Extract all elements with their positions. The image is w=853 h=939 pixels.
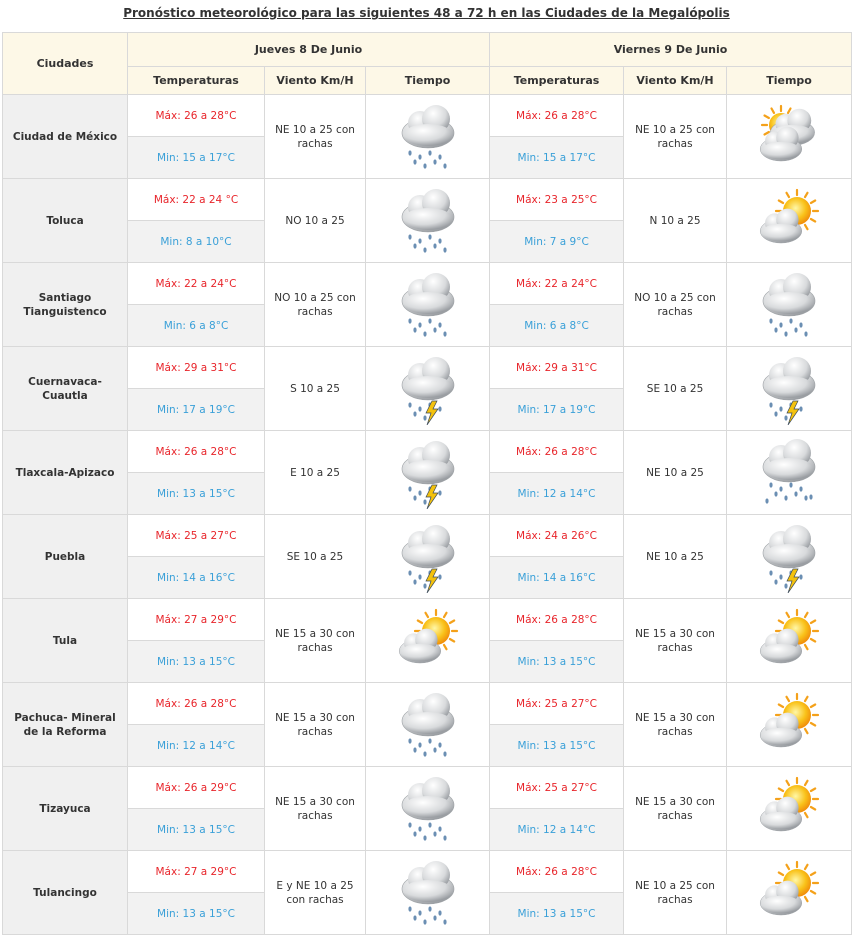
rain-cloud-icon [366, 269, 489, 341]
city-name: Toluca [3, 179, 128, 263]
min-temp: Min: 17 a 19°C [128, 389, 265, 431]
min-temp: Min: 6 a 8°C [128, 305, 265, 347]
header-temp-day2: Temperaturas [490, 67, 624, 95]
thunderstorm-icon [366, 437, 489, 509]
wind-value: NE 10 a 25 con rachas [624, 95, 727, 179]
weather-cell [366, 515, 490, 599]
wind-value: NE 10 a 25 con rachas [624, 851, 727, 935]
city-name: Tula [3, 599, 128, 683]
max-temp: Máx: 27 a 29°C [128, 851, 265, 893]
wind-value: NO 10 a 25 con rachas [265, 263, 366, 347]
min-temp: Min: 13 a 15°C [128, 473, 265, 515]
weather-cell [366, 767, 490, 851]
table-row [3, 431, 852, 473]
city-name: Pachuca- Mineral de la Reforma [3, 683, 128, 767]
max-temp: Máx: 25 a 27°C [490, 767, 624, 809]
wind-value: SE 10 a 25 [624, 347, 727, 431]
max-temp: Máx: 26 a 28°C [490, 851, 624, 893]
rain-cloud-icon [727, 269, 851, 341]
page-title: Pronóstico meteorológico para las siguientes 48 a 72 h en las Ciudades de la Megalópolis [123, 6, 730, 20]
max-temp: Máx: 26 a 28°C [490, 431, 624, 473]
table-row [3, 767, 852, 809]
max-temp: Máx: 26 a 28°C [128, 95, 265, 137]
max-temp: Máx: 26 a 28°C [490, 95, 624, 137]
min-temp: Min: 12 a 14°C [128, 725, 265, 767]
header-day1: Jueves 8 De Junio [128, 33, 490, 67]
weather-cell [366, 263, 490, 347]
min-temp: Min: 17 a 19°C [490, 389, 624, 431]
wind-value: NE 15 a 30 con rachas [265, 767, 366, 851]
city-name: Tizayuca [3, 767, 128, 851]
weather-cell [727, 263, 852, 347]
header-weather-day1: Tiempo [366, 67, 490, 95]
max-temp: Máx: 22 a 24°C [128, 263, 265, 305]
table-row [3, 599, 852, 641]
max-temp: Máx: 29 a 31°C [128, 347, 265, 389]
city-name: Cuernavaca-Cuautla [3, 347, 128, 431]
wind-value: NE 15 a 30 con rachas [265, 599, 366, 683]
weather-cell [366, 431, 490, 515]
max-temp: Máx: 26 a 28°C [128, 683, 265, 725]
partly-sunny-icon [366, 605, 489, 677]
rain-cloud-icon [366, 101, 489, 173]
rain-cloud-icon [366, 773, 489, 845]
weather-cell [727, 347, 852, 431]
thunderstorm-icon [366, 353, 489, 425]
weather-cell [727, 683, 852, 767]
weather-cell [727, 179, 852, 263]
city-name: Tlaxcala-Apizaco [3, 431, 128, 515]
wind-value: N 10 a 25 [624, 179, 727, 263]
weather-cell [366, 95, 490, 179]
max-temp: Máx: 22 a 24 °C [128, 179, 265, 221]
wind-value: NE 10 a 25 con rachas [265, 95, 366, 179]
city-name: Puebla [3, 515, 128, 599]
header-wind-day1: Viento Km/H [265, 67, 366, 95]
thunderstorm-icon [727, 353, 851, 425]
min-temp: Min: 7 a 9°C [490, 221, 624, 263]
wind-value: NE 15 a 30 con rachas [265, 683, 366, 767]
weather-cell [727, 599, 852, 683]
wind-value: NE 15 a 30 con rachas [624, 683, 727, 767]
max-temp: Máx: 29 a 31°C [490, 347, 624, 389]
weather-cell [727, 95, 852, 179]
table-row [3, 95, 852, 137]
max-temp: Máx: 23 a 25°C [490, 179, 624, 221]
weather-cell [727, 431, 852, 515]
max-temp: Máx: 26 a 28°C [490, 599, 624, 641]
min-temp: Min: 13 a 15°C [128, 641, 265, 683]
heavy-rain-icon [727, 437, 851, 509]
table-row [3, 683, 852, 725]
max-temp: Máx: 25 a 27°C [490, 683, 624, 725]
city-name: Santiago Tianguistenco [3, 263, 128, 347]
wind-value: E 10 a 25 [265, 431, 366, 515]
sun-behind-clouds-icon [727, 101, 851, 173]
wind-value: NE 10 a 25 [624, 515, 727, 599]
max-temp: Máx: 24 a 26°C [490, 515, 624, 557]
rain-cloud-icon [366, 689, 489, 761]
rain-cloud-icon [366, 185, 489, 257]
wind-value: S 10 a 25 [265, 347, 366, 431]
min-temp: Min: 13 a 15°C [128, 893, 265, 935]
max-temp: Máx: 26 a 28°C [128, 431, 265, 473]
weather-cell [366, 599, 490, 683]
partly-sunny-icon [727, 185, 851, 257]
partly-sunny-icon [727, 773, 851, 845]
min-temp: Min: 13 a 15°C [490, 641, 624, 683]
table-row [3, 179, 852, 221]
city-name: Ciudad de México [3, 95, 128, 179]
min-temp: Min: 6 a 8°C [490, 305, 624, 347]
max-temp: Máx: 26 a 29°C [128, 767, 265, 809]
min-temp: Min: 12 a 14°C [490, 809, 624, 851]
min-temp: Min: 14 a 16°C [490, 557, 624, 599]
max-temp: Máx: 22 a 24°C [490, 263, 624, 305]
header-day2: Viernes 9 De Junio [490, 33, 852, 67]
weather-cell [727, 767, 852, 851]
weather-cell [727, 515, 852, 599]
weather-cell [366, 851, 490, 935]
wind-value: NE 15 a 30 con rachas [624, 767, 727, 851]
min-temp: Min: 14 a 16°C [128, 557, 265, 599]
partly-sunny-icon [727, 857, 851, 929]
table-row [3, 263, 852, 305]
rain-cloud-icon [366, 857, 489, 929]
max-temp: Máx: 25 a 27°C [128, 515, 265, 557]
header-wind-day2: Viento Km/H [624, 67, 727, 95]
header-cities: Ciudades [3, 33, 128, 95]
min-temp: Min: 15 a 17°C [490, 137, 624, 179]
max-temp: Máx: 27 a 29°C [128, 599, 265, 641]
weather-cell [366, 347, 490, 431]
city-name: Tulancingo [3, 851, 128, 935]
table-row [3, 851, 852, 893]
wind-value: NO 10 a 25 con rachas [624, 263, 727, 347]
wind-value: NE 10 a 25 [624, 431, 727, 515]
min-temp: Min: 13 a 15°C [490, 725, 624, 767]
forecast-table [2, 32, 852, 935]
min-temp: Min: 13 a 15°C [128, 809, 265, 851]
partly-sunny-icon [727, 689, 851, 761]
header-temp-day1: Temperaturas [128, 67, 265, 95]
min-temp: Min: 13 a 15°C [490, 893, 624, 935]
weather-cell [366, 179, 490, 263]
header-weather-day2: Tiempo [727, 67, 852, 95]
wind-value: SE 10 a 25 [265, 515, 366, 599]
thunderstorm-icon [727, 521, 851, 593]
min-temp: Min: 8 a 10°C [128, 221, 265, 263]
thunderstorm-icon [366, 521, 489, 593]
table-row [3, 347, 852, 389]
weather-cell [366, 683, 490, 767]
partly-sunny-icon [727, 605, 851, 677]
min-temp: Min: 15 a 17°C [128, 137, 265, 179]
wind-value: NE 15 a 30 con rachas [624, 599, 727, 683]
min-temp: Min: 12 a 14°C [490, 473, 624, 515]
weather-cell [727, 851, 852, 935]
table-row [3, 515, 852, 557]
wind-value: NO 10 a 25 [265, 179, 366, 263]
wind-value: E y NE 10 a 25 con rachas [265, 851, 366, 935]
